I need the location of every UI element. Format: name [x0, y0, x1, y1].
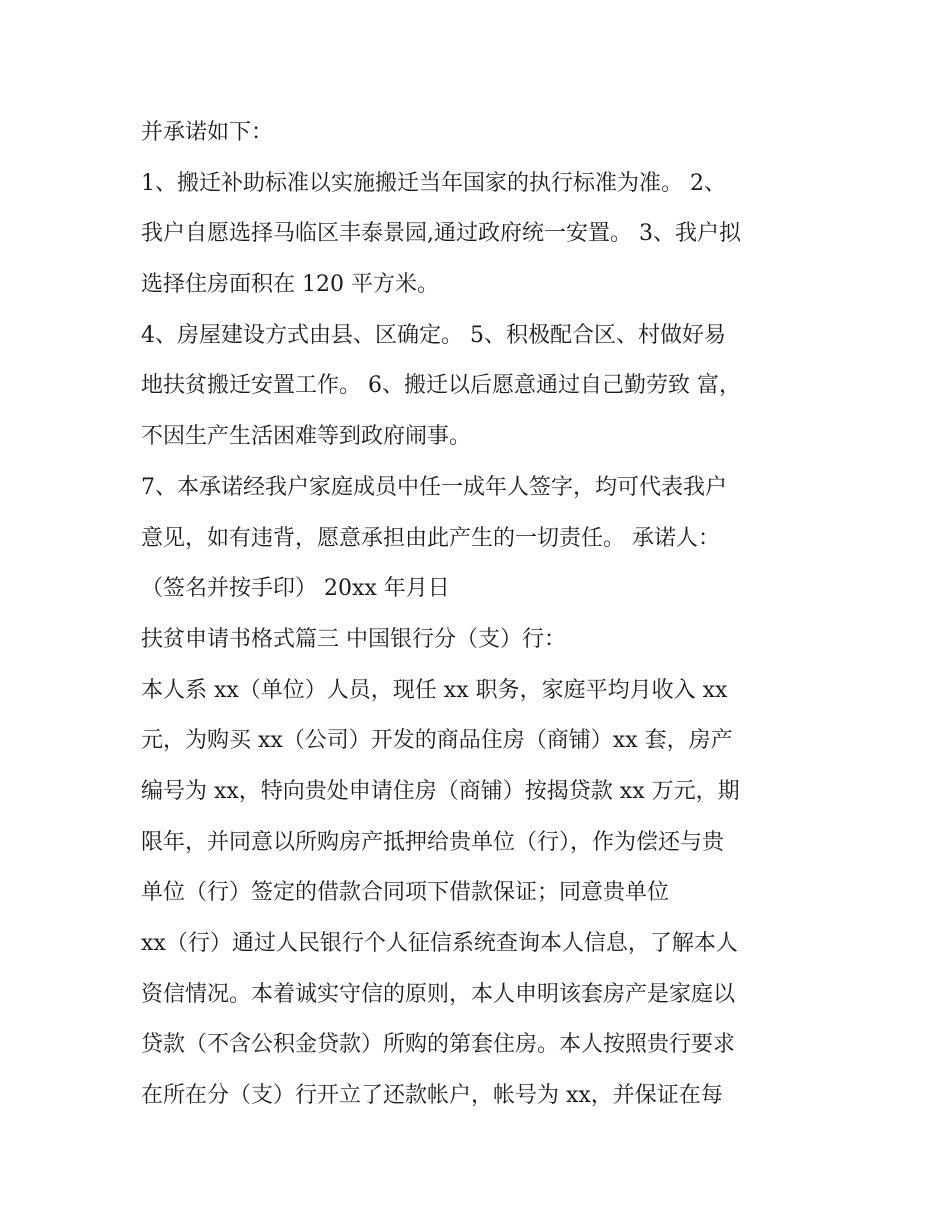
text-line: 本人系 xx（单位）人员，现任 xx 职务，家庭平均月收入 xx: [141, 677, 728, 703]
text-line: 扶贫申请书格式篇三 中国银行分（支）行：: [141, 626, 566, 652]
text-line: 1、搬迁补助标准以实施搬迁当年国家的执行标准为准。 2、: [141, 170, 726, 196]
text-line: 元，为购买 xx（公司）开发的商品住房（商铺）xx 套，房产: [141, 728, 733, 754]
text-line: 选择住房面积在 120 平方米。: [141, 272, 439, 298]
text-line: 4、房屋建设方式由县、区确定。 5、积极配合区、村做好易: [141, 322, 726, 348]
text-line: 我户自愿选择马临区丰泰景园,通过政府统一安置。 3、我户拟: [141, 221, 741, 247]
text-line: 资信情况。本着诚实守信的原则，本人申明该套房产是家庭以: [141, 981, 736, 1007]
text-line: 编号为 xx，特向贵处申请住房（商铺）按揭贷款 xx 万元，期: [141, 778, 740, 804]
text-line: 不因生产生活困难等到政府闹事。: [141, 424, 472, 450]
text-line: 意见，如有违背，愿意承担由此产生的一切责任。 承诺人：: [141, 525, 720, 551]
text-line: 限年，并同意以所购房产抵押给贵单位（行），作为偿还与贵: [141, 829, 725, 855]
text-line: 并承诺如下：: [141, 120, 274, 145]
text-line: 7、本承诺经我户家庭成员中任一成年人签字，均可代表我户: [141, 474, 727, 500]
text-line: xx（行）通过人民银行个人征信系统查询本人信息，了解本人: [141, 931, 738, 956]
text-line: 贷款（不含公积金贷款）所购的第套住房。本人按照贵行要求: [141, 1032, 736, 1058]
document-body: [141, 108, 831, 1122]
text-line: （签名并按手印） 20xx 年月日: [141, 576, 450, 602]
text-line: 地扶贫搬迁安置工作。 6、搬迁以后愿意通过自己勤劳致 富，: [141, 373, 741, 399]
text-line: 单位（行）签定的借款合同项下借款保证；同意贵单位: [141, 880, 670, 906]
text-line: 在所在分（支）行开立了还款帐户，帐号为 xx，并保证在每: [141, 1083, 723, 1109]
